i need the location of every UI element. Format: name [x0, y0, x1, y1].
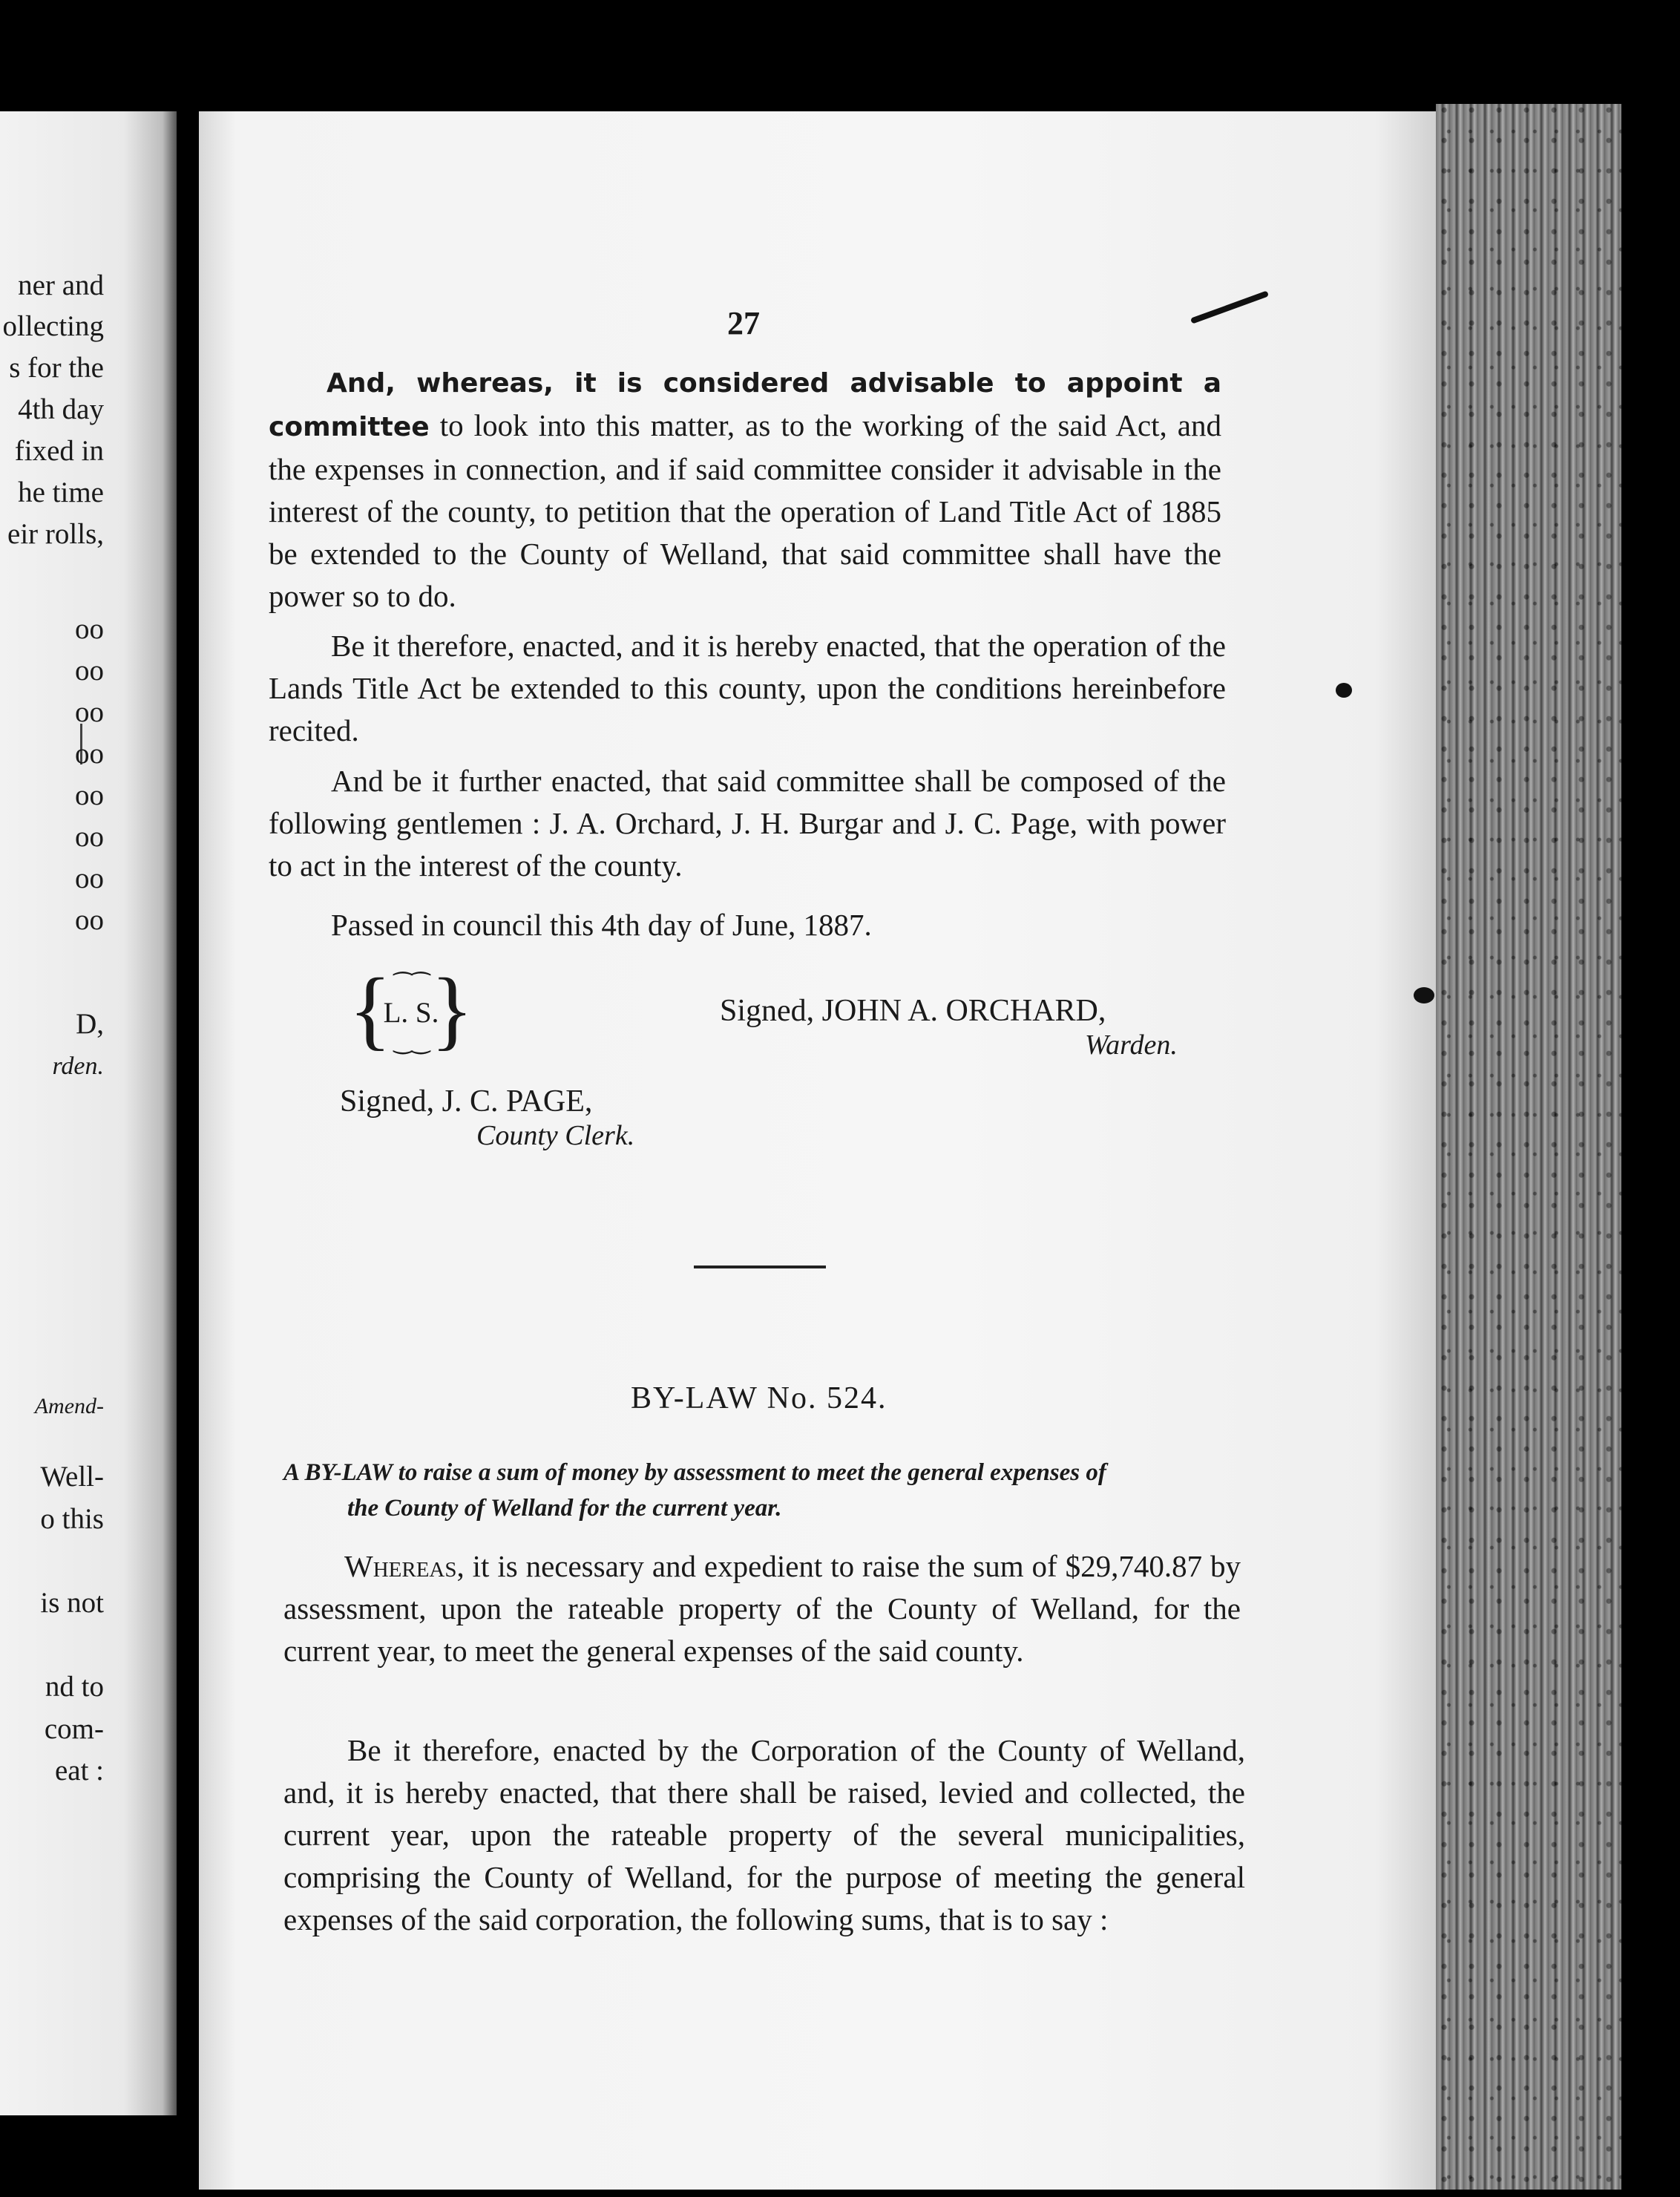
paragraph-levy-enactment: Be it therefore, enacted by the Corporation of the County of Welland, and, it is hereby enacted, that there shall be raised, levied and collected, the current year, upon the rateable property of the several municipalities, comprising the County of Welland, for the purpose of meeting the general expenses of the said corporation, the following sums, that is to say : [283, 1733, 1245, 1936]
left-page-fragment: oo [75, 821, 104, 853]
paragraph-lead-smallcaps: Whereas [344, 1549, 457, 1583]
paragraph-text: , it is necessary and expedient to raise the sum of $29,740.87 by assessment, upon the rateable property of the County of Welland, for the current year, to meet the general expenses of the said county. [283, 1549, 1241, 1668]
seal-brace-left: { [349, 960, 392, 1058]
left-page-fragment: oo [75, 696, 104, 728]
clerk-title: County Clerk. [476, 1120, 635, 1151]
left-page-fragment: nd to [45, 1671, 104, 1703]
left-page-fragment: is not [40, 1587, 104, 1619]
clerk-signature: Signed, J. C. PAGE, [340, 1084, 593, 1119]
left-page-fragment: 4th day [18, 393, 104, 425]
paragraph-enactment: Be it therefore, enacted, and it is hereby enacted, that the operation of the Lands Title Act be extended to this county, upon the conditions hereinbefore recited. [269, 629, 1226, 747]
paragraph-passed-date: Passed in council this 4th day of June, 1887. [331, 908, 872, 942]
left-page-fragment: oo [75, 738, 104, 770]
ink-speck [1336, 683, 1352, 698]
left-page-fragment: com- [44, 1713, 104, 1745]
left-page-fragment: fixed in [14, 435, 104, 467]
left-page-fragment: rden. [52, 1052, 104, 1080]
left-page-fragment: o this [40, 1503, 104, 1535]
left-page-fragment: s for the [9, 352, 104, 384]
left-page-fragment: oo [75, 655, 104, 687]
bylaw-subtitle [283, 1455, 1248, 1526]
paragraph-text: to look into this matter, as to the working of the said Act, and the expenses in connection, and if said committee consider it advisable in the interest of the county, to petition that the operation of Land Title Act of 1885 be extended to the County of Welland, that said committee shall have the power so to do. [269, 408, 1221, 613]
bylaw-subtitle-line2: the County of Welland for the current year. [347, 1495, 782, 1522]
left-page-fragment: oo [75, 904, 104, 936]
seal-mark [349, 960, 473, 1061]
left-page-fragment: oo [75, 779, 104, 811]
seal-flourish-top: ⁀⁀ [393, 973, 430, 998]
left-facing-page [0, 111, 177, 2115]
left-page-fragment: Well- [40, 1461, 104, 1493]
seal-label: L. S. [383, 997, 439, 1029]
paragraph-whereas-committee [269, 361, 1221, 618]
paragraph-whereas-assessment [283, 1545, 1241, 1672]
warden-signature: Signed, JOHN A. ORCHARD, [720, 994, 1106, 1028]
left-page-fragment: oo [75, 862, 104, 894]
page-edges [1436, 104, 1621, 2190]
left-page-fragment: Amend- [34, 1394, 104, 1418]
bylaw-heading: BY-LAW No. 524. [631, 1381, 887, 1415]
left-page-fragment: eat : [54, 1755, 104, 1787]
left-page-fragment: ner and [18, 269, 104, 301]
left-page-fragment: ollecting [2, 310, 104, 342]
left-page-fragment: he time [18, 477, 104, 508]
left-page-fragment: oo [75, 613, 104, 645]
left-page-fragment: eir rolls, [7, 518, 104, 550]
bylaw-subtitle-line1: A BY-LAW to raise a sum of money by assessment to meet the general expenses of [283, 1459, 1106, 1486]
page-number: 27 [727, 305, 760, 341]
seal-flourish-bottom: ‿‿ [393, 1029, 430, 1054]
warden-title: Warden. [1085, 1029, 1178, 1061]
ink-speck [1414, 987, 1434, 1003]
right-margin-dark [1621, 0, 1680, 2197]
seal-brace-right: } [430, 960, 473, 1058]
paragraph-committee-members: And be it further enacted, that said committee shall be composed of the following gentlemen : J. A. Orchard, J. H. Burgar and J. C. Page, with power to act in the interest of the county. [269, 764, 1226, 883]
section-divider [694, 1266, 826, 1268]
paragraph-lead-bold: And, whereas, it is considered advisable to appoint a committee [269, 368, 1221, 442]
left-page-fragment: D, [76, 1008, 104, 1040]
